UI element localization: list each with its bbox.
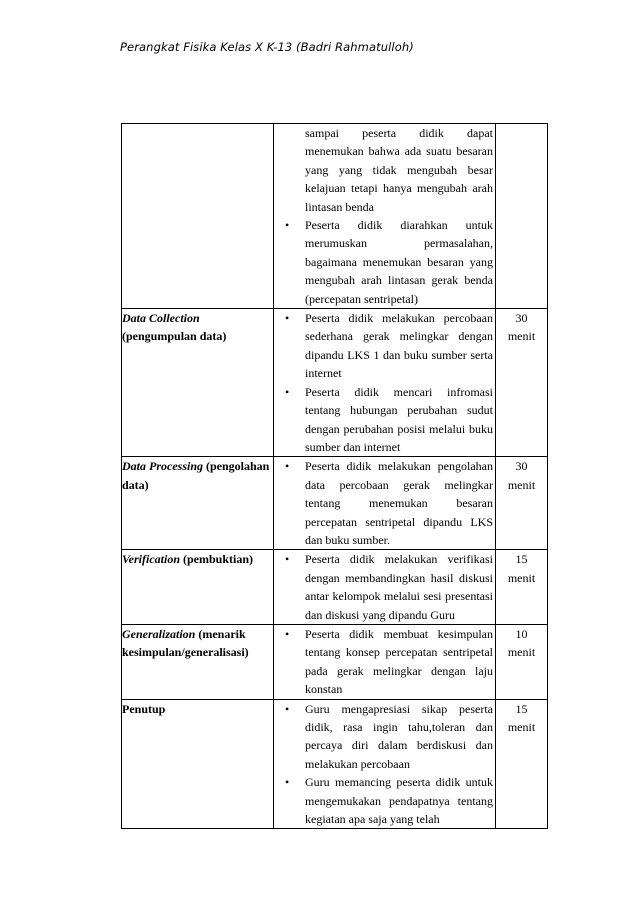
table-row [122, 624, 548, 699]
stage-description: Penutup [122, 701, 166, 716]
activity-item [274, 124, 495, 216]
time-cell [496, 457, 548, 550]
stage-cell [122, 309, 274, 457]
bullet-icon: • [285, 775, 290, 790]
time-value: 30 [515, 311, 528, 326]
activity-text: sampai peserta didik dapat menemukan bahwa ada suatu besaran yang yang tidak mengubah besar kelajuan tetapi hanya mengubah arah lintasan benda [305, 126, 493, 214]
time-value: 30 [515, 459, 528, 474]
time-cell [496, 124, 548, 309]
activities-cell [274, 124, 496, 309]
activities-cell [274, 457, 496, 550]
stage-cell [122, 457, 274, 550]
time-cell [496, 699, 548, 829]
activity-text: Peserta didik melakukan verifikasi dengan membandingkan hasil diskusi antar kelompok melalui sesi presentasi dan diskusi yang dipandu Guru [305, 552, 493, 622]
time-unit: menit [507, 570, 536, 585]
activities-cell [274, 699, 496, 829]
activity-item [274, 383, 495, 457]
table-row [122, 457, 548, 550]
activity-text: Peserta didik membuat kesimpulan tentang konsep percepatan sentripetal pada gerak melingkar dengan laju konstan [305, 626, 493, 697]
bullet-icon: • [285, 552, 290, 567]
time-value: 10 [515, 626, 528, 641]
activity-text: Peserta didik melakukan percobaan sederhana gerak melingkar dengan dipandu LKS 1 dan buku sumber serta internet [305, 311, 493, 381]
activities-cell [274, 309, 496, 457]
page-header: Perangkat Fisika Kelas X K-13 (Badri Rahmatulloh) [120, 40, 414, 54]
time-value: 15 [515, 552, 528, 567]
time-unit: menit [507, 329, 536, 344]
table-row [122, 309, 548, 457]
activity-item [274, 309, 495, 383]
time-unit: menit [507, 720, 536, 734]
activity-text: Peserta didik melakukan pengolahan data percobaan gerak melingkar tentang menemukan besaran percepatan sentripetal dipandu LKS dan buku sumber. [305, 459, 493, 547]
stage-description: (pengolahan data) [122, 459, 270, 492]
activities-cell [274, 624, 496, 699]
activity-item [274, 625, 495, 699]
activity-item [274, 457, 495, 549]
table-row [122, 699, 548, 829]
stage-description: (menarik kesimpulan/generalisasi) [122, 626, 249, 660]
bullet-icon: • [285, 311, 290, 326]
stage-name: Data Processing [122, 459, 203, 474]
stage-description: (pengumpulan data) [122, 329, 227, 344]
time-value: 15 [515, 701, 528, 716]
table-row [122, 124, 548, 309]
activities-cell [274, 550, 496, 625]
stage-description: (pembuktian) [180, 552, 254, 567]
activity-item [274, 550, 495, 624]
time-cell [496, 550, 548, 625]
time-cell [496, 624, 548, 699]
activity-item [274, 773, 495, 828]
activity-item [274, 700, 495, 774]
activity-item [274, 216, 495, 308]
bullet-icon: • [285, 218, 290, 233]
stage-cell [122, 699, 274, 829]
lesson-plan-table [121, 123, 548, 829]
stage-cell [122, 550, 274, 625]
activity-text: Guru memancing peserta didik untuk mengemukakan pendapatnya tentang kegiatan apa saja yang telah [305, 775, 493, 827]
stage-name: Verification [122, 552, 181, 567]
bullet-icon: • [285, 459, 290, 474]
activity-text: Peserta didik diarahkan untuk merumuskan permasalahan, bagaimana menemukan besaran yang mengubah arah lintasan gerak benda (percepatan sentripetal) [305, 218, 493, 306]
time-unit: menit [507, 645, 536, 660]
time-unit: menit [507, 477, 536, 492]
time-cell [496, 309, 548, 457]
stage-name: Data Collection [122, 311, 200, 326]
stage-cell [122, 124, 274, 309]
bullet-icon: • [285, 701, 290, 716]
stage-cell [122, 624, 274, 699]
bullet-icon: • [285, 384, 290, 399]
activity-text: Peserta didik mencari infromasi tentang hubungan perubahan sudut dengan perubahan posisi melalui buku sumber dan internet [305, 384, 493, 454]
stage-name: Generalization [122, 626, 196, 641]
table-row [122, 550, 548, 625]
activity-text: Guru mengapresiasi sikap peserta didik, rasa ingin tahu,toleran dan percaya diri dalam berdiskusi dan melakukan percobaan [305, 701, 493, 771]
bullet-icon: • [285, 626, 290, 641]
